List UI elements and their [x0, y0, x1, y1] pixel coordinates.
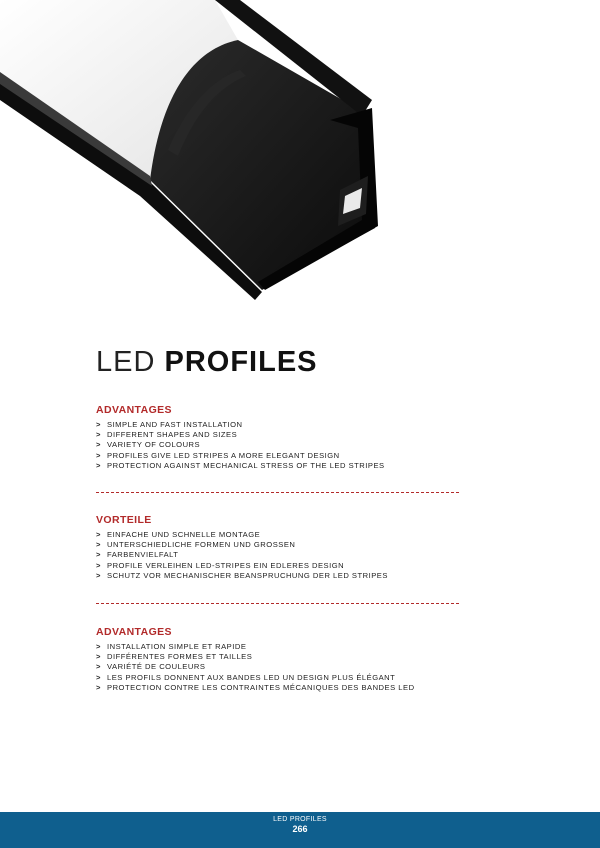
page-title [96, 346, 318, 379]
advantages-list [96, 420, 476, 471]
list-item: > SCHUTZ VOR MECHANISCHER BEANSPRUCHUNG DER LED STRIPES [96, 570, 388, 580]
list-item: > LES PROFILS DONNENT AUX BANDES LED UN DESIGN PLUS ÉLÉGANT [96, 672, 396, 682]
bullet-arrow: > [96, 550, 101, 560]
bullet-arrow: > [96, 530, 101, 539]
bullet-arrow: > [96, 662, 101, 672]
advantages-list [96, 530, 476, 581]
bullet-arrow: > [96, 450, 101, 460]
list-item: > VARIETY OF COLOURS [96, 440, 201, 450]
advantages-section-fr [96, 626, 476, 693]
list-item: > PROTECTION AGAINST MECHANICAL STRESS OF THE LED STRIPES [96, 460, 385, 470]
bullet-arrow: > [96, 672, 101, 682]
page-footer [0, 812, 600, 848]
list-item: > VARIÉTÉ DE COULEURS [96, 662, 206, 672]
bullet-arrow: > [96, 682, 101, 692]
bullet-arrow: > [96, 652, 101, 662]
page-title-light: LED [96, 346, 156, 378]
advantages-section-en [96, 404, 476, 471]
led-profile-image [0, 0, 390, 300]
list-item: > PROFILE VERLEIHEN LED-STRIPES EIN EDLERES DESIGN [96, 560, 345, 570]
section-heading: ADVANTAGES [96, 626, 172, 638]
list-item: > FARBENVIELFALT [96, 550, 179, 560]
page-title-bold: PROFILES [164, 346, 318, 378]
list-item: > UNTERSCHIEDLICHE FORMEN UND GROSSEN [96, 540, 296, 550]
list-item: > SIMPLE AND FAST INSTALLATION [96, 420, 243, 429]
bullet-arrow: > [96, 570, 101, 580]
list-item: > EINFACHE UND SCHNELLE MONTAGE [96, 530, 261, 539]
page-number: 266 [292, 824, 308, 834]
list-item: > PROTECTION CONTRE LES CONTRAINTES MÉCANIQUES DES BANDES LED [96, 682, 415, 692]
section-divider [96, 492, 459, 493]
section-heading: ADVANTAGES [96, 404, 172, 416]
advantages-list [96, 642, 476, 693]
bullet-arrow: > [96, 460, 101, 470]
advantages-section-de [96, 514, 476, 581]
list-item: > DIFFÉRENTES FORMES ET TAILLES [96, 652, 253, 662]
list-item: > INSTALLATION SIMPLE ET RAPIDE [96, 642, 247, 651]
bullet-arrow: > [96, 440, 101, 450]
bullet-arrow: > [96, 540, 101, 550]
bullet-arrow: > [96, 430, 101, 440]
list-item: > PROFILES GIVE LED STRIPES A MORE ELEGANT DESIGN [96, 450, 340, 460]
section-divider [96, 603, 459, 604]
list-item: > DIFFERENT SHAPES AND SIZES [96, 430, 238, 440]
footer-label: LED PROFILES [273, 816, 327, 823]
bullet-arrow: > [96, 420, 101, 429]
bullet-arrow: > [96, 560, 101, 570]
bullet-arrow: > [96, 642, 101, 651]
section-heading: VORTEILE [96, 514, 152, 526]
